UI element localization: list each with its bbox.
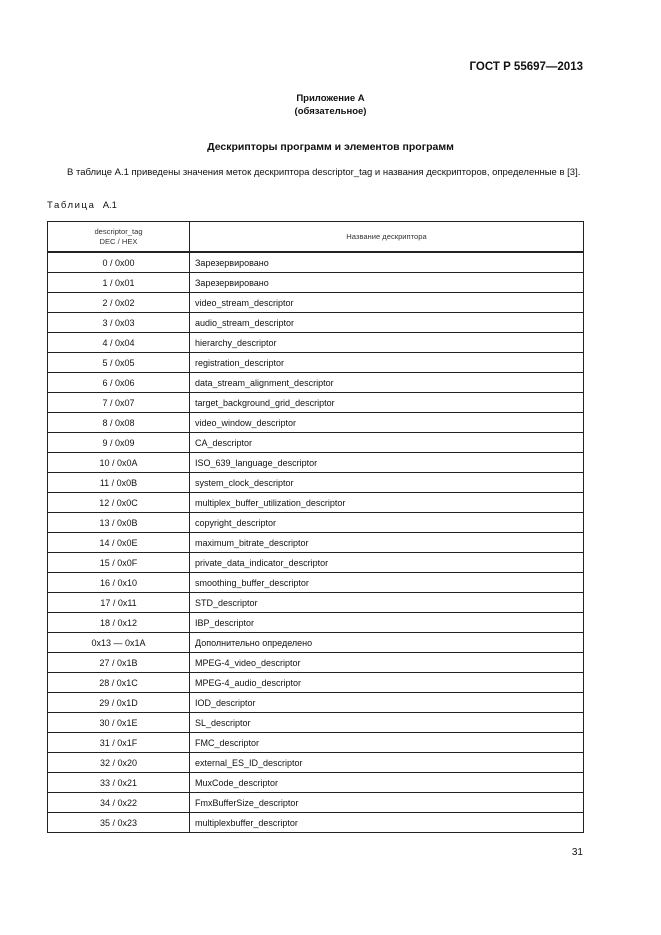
table-row bbox=[48, 653, 584, 673]
descriptor-tag-cell: 13 / 0x0B bbox=[48, 513, 190, 533]
table-row bbox=[48, 753, 584, 773]
descriptor-tag-cell: 18 / 0x12 bbox=[48, 613, 190, 633]
descriptor-name-cell: Зарезервировано bbox=[190, 273, 584, 293]
table-row bbox=[48, 713, 584, 733]
descriptor-tag-cell: 4 / 0x04 bbox=[48, 333, 190, 353]
table-row bbox=[48, 493, 584, 513]
table-header-row bbox=[48, 222, 584, 253]
descriptor-name-cell: FmxBufferSize_descriptor bbox=[190, 793, 584, 813]
table-row bbox=[48, 252, 584, 273]
table-row bbox=[48, 413, 584, 433]
table-row bbox=[48, 793, 584, 813]
descriptor-tag-cell: 1 / 0x01 bbox=[48, 273, 190, 293]
descriptor-name-cell: Дополнительно определено bbox=[190, 633, 584, 653]
descriptor-tag-cell: 33 / 0x21 bbox=[48, 773, 190, 793]
descriptor-name-cell: CA_descriptor bbox=[190, 433, 584, 453]
descriptor-tag-cell: 11 / 0x0B bbox=[48, 473, 190, 493]
descriptor-name-cell: external_ES_ID_descriptor bbox=[190, 753, 584, 773]
descriptor-name-cell: MuxCode_descriptor bbox=[190, 773, 584, 793]
table-row bbox=[48, 773, 584, 793]
descriptor-tag-cell: 15 / 0x0F bbox=[48, 553, 190, 573]
descriptor-name-cell: audio_stream_descriptor bbox=[190, 313, 584, 333]
descriptor-name-cell: system_clock_descriptor bbox=[190, 473, 584, 493]
descriptor-name-cell: copyright_descriptor bbox=[190, 513, 584, 533]
descriptor-tag-cell: 34 / 0x22 bbox=[48, 793, 190, 813]
col-header-descriptor-name: Название дескриптора bbox=[190, 222, 584, 253]
descriptor-name-cell: video_window_descriptor bbox=[190, 413, 584, 433]
descriptor-tag-cell: 0x13 — 0x1A bbox=[48, 633, 190, 653]
descriptor-name-cell: private_data_indicator_descriptor bbox=[190, 553, 584, 573]
table-row bbox=[48, 313, 584, 333]
section-title: Дескрипторы программ и элементов программ bbox=[207, 141, 454, 153]
standard-code: ГОСТ Р 55697—2013 bbox=[469, 61, 583, 73]
descriptor-tag-cell: 35 / 0x23 bbox=[48, 813, 190, 833]
descriptor-name-cell: Зарезервировано bbox=[190, 252, 584, 273]
descriptor-name-cell: video_stream_descriptor bbox=[190, 293, 584, 313]
col-header-descriptor-tag bbox=[48, 222, 190, 253]
descriptor-tag-cell: 3 / 0x03 bbox=[48, 313, 190, 333]
table-row bbox=[48, 453, 584, 473]
descriptor-name-cell: IBP_descriptor bbox=[190, 613, 584, 633]
intro-paragraph: В таблице А.1 приведены значения меток дескриптора descriptor_tag и названия дескрипторов, определенные в [3]. bbox=[67, 167, 581, 178]
col-header-tag-line2: DEC / HEX bbox=[99, 236, 138, 246]
page-number: 31 bbox=[571, 847, 583, 858]
descriptor-tag-cell: 6 / 0x06 bbox=[48, 373, 190, 393]
descriptor-tag-cell: 32 / 0x20 bbox=[48, 753, 190, 773]
table-row bbox=[48, 273, 584, 293]
descriptor-name-cell: smoothing_buffer_descriptor bbox=[190, 573, 584, 593]
col-header-tag-line1: descriptor_tag bbox=[94, 226, 143, 236]
table-row bbox=[48, 473, 584, 493]
table-row bbox=[48, 573, 584, 593]
descriptor-tag-cell: 27 / 0x1B bbox=[48, 653, 190, 673]
descriptor-tag-cell: 7 / 0x07 bbox=[48, 393, 190, 413]
descriptor-name-cell: maximum_bitrate_descriptor bbox=[190, 533, 584, 553]
descriptor-tag-cell: 28 / 0x1C bbox=[48, 673, 190, 693]
table-row bbox=[48, 433, 584, 453]
descriptor-name-cell: data_stream_alignment_descriptor bbox=[190, 373, 584, 393]
descriptor-tag-cell: 16 / 0x10 bbox=[48, 573, 190, 593]
descriptor-name-cell: multiplexbuffer_descriptor bbox=[190, 813, 584, 833]
table-row bbox=[48, 673, 584, 693]
descriptor-name-cell: registration_descriptor bbox=[190, 353, 584, 373]
descriptor-tag-cell: 9 / 0x09 bbox=[48, 433, 190, 453]
descriptor-tag-cell: 12 / 0x0C bbox=[48, 493, 190, 513]
table-row bbox=[48, 593, 584, 613]
table-row bbox=[48, 633, 584, 653]
descriptor-name-cell: FMC_descriptor bbox=[190, 733, 584, 753]
table-row bbox=[48, 733, 584, 753]
descriptor-tag-cell: 17 / 0x11 bbox=[48, 593, 190, 613]
table-caption-number: А.1 bbox=[102, 200, 117, 211]
table-caption bbox=[47, 200, 117, 211]
descriptor-table bbox=[47, 221, 584, 833]
table-row bbox=[48, 333, 584, 353]
descriptor-tag-cell: 0 / 0x00 bbox=[48, 252, 190, 273]
descriptor-name-cell: STD_descriptor bbox=[190, 593, 584, 613]
table-row bbox=[48, 513, 584, 533]
table-row bbox=[48, 693, 584, 713]
descriptor-tag-cell: 14 / 0x0E bbox=[48, 533, 190, 553]
descriptor-name-cell: multiplex_buffer_utilization_descriptor bbox=[190, 493, 584, 513]
descriptor-name-cell: MPEG-4_audio_descriptor bbox=[190, 673, 584, 693]
table-row bbox=[48, 613, 584, 633]
table-body bbox=[48, 252, 584, 833]
table-row bbox=[48, 373, 584, 393]
descriptor-tag-cell: 31 / 0x1F bbox=[48, 733, 190, 753]
table-row bbox=[48, 353, 584, 373]
descriptor-tag-cell: 8 / 0x08 bbox=[48, 413, 190, 433]
annex-title: Приложение А bbox=[296, 93, 365, 104]
descriptor-tag-cell: 29 / 0x1D bbox=[48, 693, 190, 713]
descriptor-name-cell: ISO_639_language_descriptor bbox=[190, 453, 584, 473]
descriptor-name-cell: SL_descriptor bbox=[190, 713, 584, 733]
descriptor-tag-cell: 5 / 0x05 bbox=[48, 353, 190, 373]
descriptor-tag-cell: 2 / 0x02 bbox=[48, 293, 190, 313]
table-row bbox=[48, 553, 584, 573]
descriptor-name-cell: IOD_descriptor bbox=[190, 693, 584, 713]
descriptor-name-cell: target_background_grid_descriptor bbox=[190, 393, 584, 413]
annex-subtitle: (обязательное) bbox=[294, 106, 367, 117]
descriptor-name-cell: hierarchy_descriptor bbox=[190, 333, 584, 353]
table-row bbox=[48, 293, 584, 313]
table-row bbox=[48, 393, 584, 413]
descriptor-tag-cell: 30 / 0x1E bbox=[48, 713, 190, 733]
descriptor-tag-cell: 10 / 0x0A bbox=[48, 453, 190, 473]
table-row bbox=[48, 813, 584, 833]
descriptor-name-cell: MPEG-4_video_descriptor bbox=[190, 653, 584, 673]
table-row bbox=[48, 533, 584, 553]
table-caption-label: Таблица bbox=[47, 200, 96, 211]
